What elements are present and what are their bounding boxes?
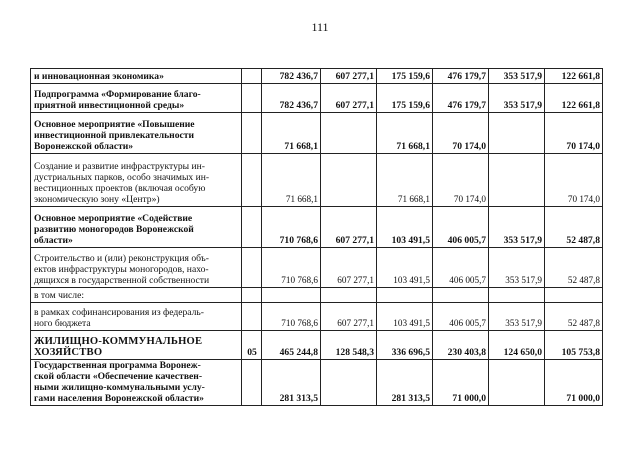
row-name-cell xyxy=(31,113,242,154)
table-row xyxy=(31,154,603,207)
amount-cell: 281 313,5 xyxy=(377,360,433,406)
amount-cell: 52 487,8 xyxy=(545,248,603,288)
amount-cell: 175 159,6 xyxy=(377,69,433,84)
amount-cell xyxy=(262,288,321,303)
amount-cell xyxy=(489,113,545,154)
table-row xyxy=(31,69,603,84)
section-code-cell xyxy=(242,248,262,288)
amount-cell: 406 005,7 xyxy=(433,248,489,288)
section-code-cell xyxy=(242,303,262,331)
amount-cell xyxy=(377,288,433,303)
amount-cell: 406 005,7 xyxy=(433,207,489,248)
row-name: Основное мероприятие «Повышение инвестиционной привлекательности Воронежской области» xyxy=(34,119,195,152)
amount-cell: 353 517,9 xyxy=(489,207,545,248)
row-name: и инновационная экономика» xyxy=(34,71,164,82)
row-name-cell xyxy=(31,360,242,406)
table-row xyxy=(31,288,603,303)
row-name-cell xyxy=(31,288,242,303)
table-row xyxy=(31,360,603,406)
section-code-cell xyxy=(242,84,262,113)
amount-cell: 353 517,9 xyxy=(489,84,545,113)
row-name: Основное мероприятие «Содействие развитию моногородов Воронежской области» xyxy=(34,213,194,246)
amount-cell: 607 277,1 xyxy=(321,84,377,113)
row-name-cell xyxy=(31,331,242,360)
amount-cell xyxy=(433,288,489,303)
amount-cell: 71 000,0 xyxy=(545,360,603,406)
table-row xyxy=(31,331,603,360)
row-name: Подпрограмма «Формирование благо- приятной инвестиционной среды» xyxy=(34,89,201,111)
section-code-cell xyxy=(242,360,262,406)
section-code-cell xyxy=(242,207,262,248)
amount-cell: 71 000,0 xyxy=(433,360,489,406)
amount-cell: 607 277,1 xyxy=(321,207,377,248)
row-name-cell xyxy=(31,69,242,84)
page-number: 111 xyxy=(311,20,329,34)
budget-table-body xyxy=(31,69,603,406)
amount-cell: 710 768,6 xyxy=(262,303,321,331)
table-row xyxy=(31,207,603,248)
amount-cell: 476 179,7 xyxy=(433,84,489,113)
amount-cell: 70 174,0 xyxy=(433,154,489,207)
amount-cell: 230 403,8 xyxy=(433,331,489,360)
budget-table xyxy=(30,68,603,406)
amount-cell: 52 487,8 xyxy=(545,303,603,331)
amount-cell: 128 548,3 xyxy=(321,331,377,360)
amount-cell: 103 491,5 xyxy=(377,248,433,288)
amount-cell: 336 696,5 xyxy=(377,331,433,360)
amount-cell xyxy=(321,288,377,303)
amount-cell: 406 005,7 xyxy=(433,303,489,331)
section-code-cell xyxy=(242,69,262,84)
amount-cell xyxy=(489,288,545,303)
row-name: Строительство и (или) реконструкция объ- ектов инфраструктуры моногородов, нахо- дящихся в государственной собственности xyxy=(34,253,210,286)
amount-cell: 476 179,7 xyxy=(433,69,489,84)
table-row xyxy=(31,113,603,154)
amount-cell: 105 753,8 xyxy=(545,331,603,360)
section-code-cell xyxy=(242,288,262,303)
row-name: в рамках софинансирования из федераль- ного бюджета xyxy=(34,307,204,329)
amount-cell: 71 668,1 xyxy=(377,154,433,207)
amount-cell xyxy=(489,360,545,406)
amount-cell: 353 517,9 xyxy=(489,303,545,331)
amount-cell: 710 768,6 xyxy=(262,207,321,248)
table-row xyxy=(31,303,603,331)
amount-cell xyxy=(321,113,377,154)
amount-cell: 607 277,1 xyxy=(321,69,377,84)
row-name: ЖИЛИЩНО-КОММУНАЛЬНОЕ ХОЗЯЙСТВО xyxy=(34,336,203,358)
amount-cell: 124 650,0 xyxy=(489,331,545,360)
table-row xyxy=(31,84,603,113)
amount-cell: 465 244,8 xyxy=(262,331,321,360)
amount-cell: 70 174,0 xyxy=(545,154,603,207)
section-code-cell xyxy=(242,154,262,207)
amount-cell: 175 159,6 xyxy=(377,84,433,113)
row-name-cell xyxy=(31,248,242,288)
row-name: в том числе: xyxy=(34,290,85,301)
amount-cell: 607 277,1 xyxy=(321,303,377,331)
amount-cell: 70 174,0 xyxy=(433,113,489,154)
amount-cell: 353 517,9 xyxy=(489,248,545,288)
row-name: Создание и развитие инфраструктуры ин- дустриальных парков, особо значимых ин- вестиционных проектов (включая особую экономическую зону «Центр») xyxy=(34,161,210,205)
amount-cell xyxy=(489,154,545,207)
amount-cell: 103 491,5 xyxy=(377,303,433,331)
amount-cell xyxy=(545,288,603,303)
amount-cell: 71 668,1 xyxy=(377,113,433,154)
row-name-cell xyxy=(31,303,242,331)
amount-cell: 281 313,5 xyxy=(262,360,321,406)
amount-cell xyxy=(321,360,377,406)
row-name-cell xyxy=(31,207,242,248)
amount-cell: 607 277,1 xyxy=(321,248,377,288)
amount-cell: 782 436,7 xyxy=(262,69,321,84)
row-name-cell xyxy=(31,154,242,207)
amount-cell: 71 668,1 xyxy=(262,113,321,154)
amount-cell: 122 661,8 xyxy=(545,69,603,84)
section-code-cell: 05 xyxy=(242,331,262,360)
amount-cell: 71 668,1 xyxy=(262,154,321,207)
row-name-cell xyxy=(31,84,242,113)
amount-cell: 353 517,9 xyxy=(489,69,545,84)
amount-cell: 122 661,8 xyxy=(545,84,603,113)
table-row xyxy=(31,248,603,288)
amount-cell: 70 174,0 xyxy=(545,113,603,154)
amount-cell: 52 487,8 xyxy=(545,207,603,248)
amount-cell xyxy=(321,154,377,207)
row-name: Государственная программа Воронеж- ской области «Обеспечение качествен- ными жилищно-коммунальными услу- гами населения Воронежской области» xyxy=(34,360,205,404)
amount-cell: 782 436,7 xyxy=(262,84,321,113)
section-code-cell xyxy=(242,113,262,154)
amount-cell: 103 491,5 xyxy=(377,207,433,248)
amount-cell: 710 768,6 xyxy=(262,248,321,288)
